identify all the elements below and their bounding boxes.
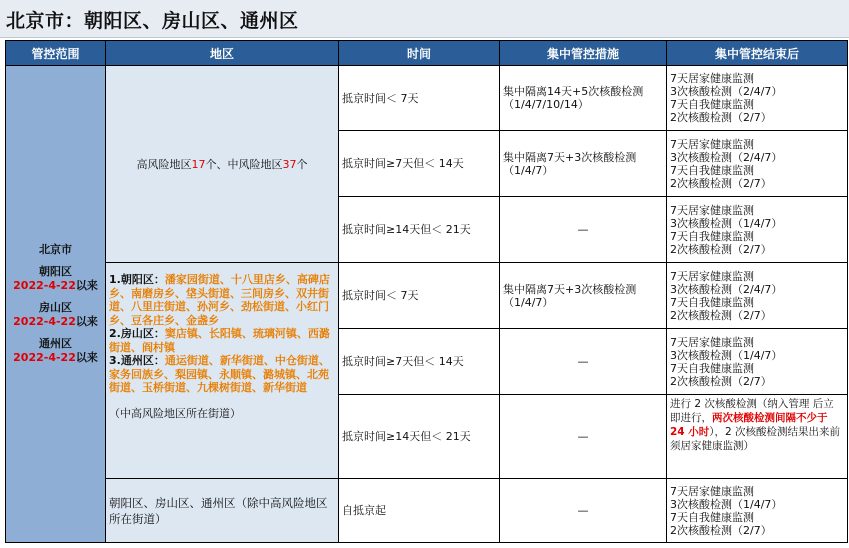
district-label: 2.房山区： xyxy=(109,327,165,340)
after-line: 3次核酸检测（2/4/7） xyxy=(670,85,783,98)
header-time: 时间 xyxy=(339,41,500,66)
street-list: 潘家园街道、十八里店乡、高碑店乡、南磨房乡、垡头街道、三间房乡、双井街道、八里庄街道、孙河乡、劲松街道、小红门乡、豆各庄乡、金盏乡 xyxy=(109,273,330,327)
after-cell xyxy=(667,263,848,329)
after-line: 7天居家健康监测 xyxy=(670,137,754,151)
after-line: 7天居家健康监测 xyxy=(670,203,754,217)
time-cell: 抵京时间≥7天但＜ 14天 xyxy=(339,131,500,197)
table-row xyxy=(6,66,848,131)
after-line: 2次核酸检测（2/7） xyxy=(670,242,772,256)
street-list: 窦店镇、长阳镇、琉璃河镇、西潞街道、阎村镇 xyxy=(109,327,330,354)
measure-dash: — xyxy=(577,504,589,517)
time-cell: 抵京时间≥14天但＜ 21天 xyxy=(339,395,500,479)
region-note: （中高风险地区所在街道） xyxy=(109,406,241,420)
after-line: 7天居家健康监测 xyxy=(670,269,754,283)
after-line: 7天自我健康监测 xyxy=(670,361,754,375)
scope-district-name: 通州区 xyxy=(39,337,72,350)
mid-risk-count: 37 xyxy=(282,157,297,171)
region-streets xyxy=(106,263,339,479)
after-cell xyxy=(667,131,848,197)
after-line: 7天居家健康监测 xyxy=(670,72,754,85)
time-cell: 抵京时间＜ 7天 xyxy=(339,263,500,329)
after-text-highlight: 两次核酸检测间隔不少于 24 小时 xyxy=(670,412,828,438)
measure-cell: 集中隔离7天+3次核酸检测（1/4/7） xyxy=(500,131,667,197)
high-risk-count: 17 xyxy=(191,157,206,171)
time-cell: 抵京时间≥7天但＜ 14天 xyxy=(339,329,500,395)
scope-district-name: 房山区 xyxy=(39,301,72,314)
scope-date: 2022-4-22 xyxy=(13,315,76,328)
after-text: 进行 2 次核酸检测（纳入管理 xyxy=(670,398,810,410)
region-other: 朝阳区、房山区、通州区（除中高风险地区所在街道） xyxy=(106,479,339,543)
after-line: 2次核酸检测（2/7） xyxy=(670,176,772,190)
scope-suffix: 以来 xyxy=(75,279,98,292)
after-cell xyxy=(667,329,848,395)
after-cell xyxy=(667,197,848,263)
after-line: 3次核酸检测（2/4/7） xyxy=(670,282,783,296)
after-cell xyxy=(667,395,848,479)
region-text: 高风险地区 xyxy=(136,157,192,171)
scope-cell xyxy=(6,66,106,543)
after-line: 7天居家健康监测 xyxy=(670,335,754,349)
after-line: 2次核酸检测（2/7） xyxy=(670,308,772,322)
header-after: 集中管控结束后 xyxy=(667,41,848,66)
region-text: 个 xyxy=(296,157,308,171)
after-line: 7天自我健康监测 xyxy=(670,510,754,524)
header-scope: 管控范围 xyxy=(6,41,106,66)
measure-dash: — xyxy=(577,355,589,368)
after-line: 7天自我健康监测 xyxy=(670,163,754,177)
control-table xyxy=(5,40,848,543)
after-line: 3次核酸检测（1/4/7） xyxy=(670,216,783,230)
header-measure: 集中管控措施 xyxy=(500,41,667,66)
after-line: 3次核酸检测（2/4/7） xyxy=(670,150,783,164)
measure-dash: — xyxy=(577,430,589,443)
scope-suffix: 以来 xyxy=(75,315,98,328)
measure-cell xyxy=(500,479,667,543)
measure-cell: 集中隔离7天+3次核酸检测（1/4/7） xyxy=(500,263,667,329)
street-list: 通运街道、新华街道、中仓街道、家务回族乡、梨园镇、永顺镇、潞城镇、北苑街道、玉桥街道、九棵树街道、新华街道 xyxy=(109,354,330,394)
measure-dash: — xyxy=(577,223,589,236)
measure-cell xyxy=(500,395,667,479)
after-cell xyxy=(667,66,848,131)
after-line: 7天自我健康监测 xyxy=(670,295,754,309)
time-cell: 自抵京起 xyxy=(339,479,500,543)
after-line: 3次核酸检测（1/4/7） xyxy=(670,348,783,362)
measure-cell xyxy=(500,329,667,395)
after-line: 7天自我健康监测 xyxy=(670,229,754,243)
header-row xyxy=(6,41,848,66)
table-row xyxy=(6,263,848,329)
district-label: 3.通州区： xyxy=(109,354,165,367)
measure-cell: 集中隔离14天+5次核酸检测（1/4/7/10/14） xyxy=(500,66,667,131)
after-line: 7天自我健康监测 xyxy=(670,98,754,111)
time-cell: 抵京时间≥14天但＜ 21天 xyxy=(339,197,500,263)
title-bar xyxy=(0,0,849,38)
after-text: ），2 次核酸检测结果出来前须居家健康监测） xyxy=(670,426,841,452)
scope-date: 2022-4-22 xyxy=(13,279,76,292)
scope-district-name: 朝阳区 xyxy=(39,265,72,278)
measure-cell xyxy=(500,197,667,263)
district-label: 1.朝阳区： xyxy=(109,273,165,286)
table-row xyxy=(6,479,848,543)
scope-city: 北京市 xyxy=(39,243,72,256)
after-text: 后立即进行， xyxy=(670,398,834,424)
page-title: 北京市：朝阳区、房山区、通州区 xyxy=(6,10,299,32)
after-line: 3次核酸检测（1/4/7） xyxy=(670,497,783,511)
after-line: 2次核酸检测（2/7） xyxy=(670,374,772,388)
after-line: 2次核酸检测（2/7） xyxy=(670,523,772,537)
after-line: 2次核酸检测（2/7） xyxy=(670,111,772,124)
after-line: 7天居家健康监测 xyxy=(670,484,754,498)
scope-date: 2022-4-22 xyxy=(13,351,76,364)
region-text: 个、中风险地区 xyxy=(205,157,283,171)
header-region: 地区 xyxy=(106,41,339,66)
time-cell: 抵京时间＜ 7天 xyxy=(339,66,500,131)
after-cell xyxy=(667,479,848,543)
region-high-mid-risk xyxy=(106,66,339,263)
scope-suffix: 以来 xyxy=(75,351,98,364)
